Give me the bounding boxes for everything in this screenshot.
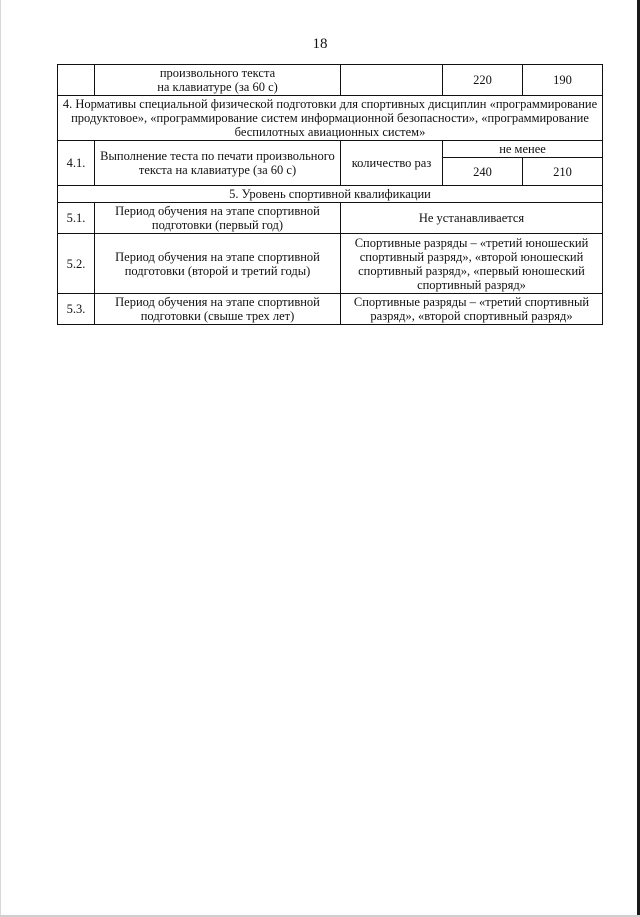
row-number: 5.1.	[58, 203, 95, 234]
page-edge-left	[0, 0, 1, 917]
cell-value-1: 220	[443, 65, 523, 96]
page-number: 18	[312, 36, 328, 52]
row-number: 5.3.	[58, 294, 95, 325]
row-qualification: Спортивные разряды – «третий спортивный разряд», «второй спортивный разряд»	[341, 294, 603, 325]
section-5-heading: 5. Уровень спортивной квалификации	[58, 186, 603, 203]
row-period-name: Период обучения на этапе спортивной подготовки (первый год)	[95, 203, 341, 234]
norm-header: не менее	[443, 141, 603, 158]
section-heading-row	[58, 186, 603, 203]
row-number: 4.1.	[58, 141, 95, 186]
cell-value-2: 190	[523, 65, 603, 96]
table-row-5-3	[58, 294, 603, 325]
row-qualification: Спортивные разряды – «третий юношеский спортивный разряд», «второй юношеский спортивный разряд», «первый юношеский спортивный разряд»	[341, 234, 603, 294]
cell-value-2: 210	[523, 158, 603, 186]
table-row-5-2	[58, 234, 603, 294]
table-row-4-1	[58, 141, 603, 158]
row-unit: количество раз	[341, 141, 443, 186]
cell-value-1: 240	[443, 158, 523, 186]
row-exercise-name: Выполнение теста по печати произвольного текста на клавиатуре (за 60 с)	[95, 141, 341, 186]
section-heading-row	[58, 96, 603, 141]
table-row-5-1	[58, 203, 603, 234]
row-number: 5.2.	[58, 234, 95, 294]
standards-table	[57, 64, 603, 325]
cell-number-empty	[58, 65, 95, 96]
cell-exercise-name: произвольного текста на клавиатуре (за 60 с)	[95, 65, 341, 96]
table-row-continuation	[58, 65, 603, 96]
section-4-heading: 4. Нормативы специальной физической подготовки для спортивных дисциплин «программирование продуктовое», «программирование систем информационной безопасности», «программирование беспилотных авиационных систем»	[58, 96, 603, 141]
row-qualification: Не устанавливается	[341, 203, 603, 234]
row-period-name: Период обучения на этапе спортивной подготовки (второй и третий годы)	[95, 234, 341, 294]
cell-unit-empty	[341, 65, 443, 96]
row-period-name: Период обучения на этапе спортивной подготовки (свыше трех лет)	[95, 294, 341, 325]
